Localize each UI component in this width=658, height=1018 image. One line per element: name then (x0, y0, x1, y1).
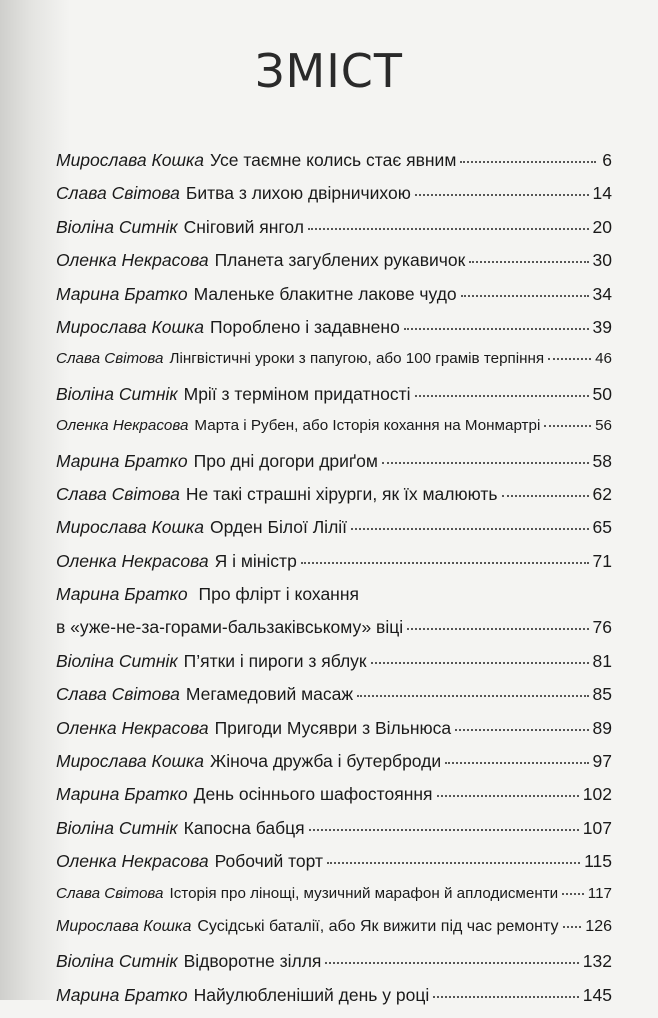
toc-entry (56, 284, 612, 317)
toc-title: Я і міністр (214, 550, 297, 571)
toc-author: Слава Світова (56, 483, 180, 504)
toc-title: Усе таємне колись стає явним (210, 150, 457, 170)
toc-page-number: 34 (592, 283, 612, 304)
toc-author: Віоліна Ситнік (56, 951, 178, 972)
toc-page-number: 62 (592, 483, 612, 504)
toc-title-continuation: в «уже-не-за-горами-бальзаківському» віці (56, 617, 404, 638)
toc-entry (56, 951, 612, 984)
toc-entry (56, 250, 612, 283)
page-title: ЗМІСТ (255, 44, 403, 98)
dot-leader (327, 862, 580, 864)
toc-title: Планета загублених рукавичок (214, 250, 466, 271)
toc-entry (56, 684, 612, 717)
toc-page-number: 97 (592, 751, 612, 772)
toc-entry (56, 784, 612, 817)
toc-author: Мирослава Кошка (56, 517, 205, 538)
toc-page-number: 117 (587, 884, 612, 902)
toc-title: Відворотне зілля (183, 951, 322, 972)
toc-page-number: 115 (584, 851, 612, 872)
toc-title: Робочий торт (214, 851, 324, 872)
toc-author: Віоліна Ситнік (56, 650, 178, 671)
toc-entry (56, 384, 612, 417)
dot-leader (469, 261, 588, 263)
toc-entry (56, 985, 612, 1018)
dot-leader (433, 996, 579, 998)
toc-entry (56, 484, 612, 517)
toc-author: Мирослава Кошка (56, 316, 205, 337)
dot-leader (301, 562, 589, 564)
toc-entry-line (56, 584, 612, 617)
toc-author: Віоліна Ситнік (56, 216, 178, 237)
toc-page-number: 102 (582, 784, 612, 805)
toc-title: Найулюбленіший день у році (193, 984, 430, 1005)
toc-entry (56, 417, 612, 450)
toc-page-number: 89 (592, 717, 612, 738)
dot-leader (461, 295, 589, 297)
toc-entry (56, 851, 612, 884)
dot-leader (308, 228, 589, 230)
toc-title: Сніговий янгол (183, 216, 304, 237)
toc-page-number: 65 (592, 517, 612, 538)
toc-page-number: 6 (602, 150, 612, 170)
toc-author: Марина Братко (56, 283, 188, 304)
dot-leader (562, 893, 584, 895)
toc-author: Слава Світова (56, 684, 180, 705)
toc-page-number: 81 (592, 650, 612, 671)
toc-page-number: 30 (592, 250, 612, 271)
toc-author: Слава Світова (56, 884, 164, 902)
toc-title: Не такі страшні хірурги, як їх малюють (185, 483, 498, 504)
toc-entry (56, 517, 612, 550)
toc-entry (56, 317, 612, 350)
toc-entry-line (56, 617, 612, 650)
toc-entry (56, 584, 612, 651)
toc-entry (56, 350, 612, 383)
dot-leader (460, 161, 596, 163)
dot-leader (309, 829, 579, 831)
toc-author: Оленка Некрасова (56, 550, 209, 571)
toc-title: Сусідські баталії, або Як вижити під час ремонту (197, 917, 559, 935)
toc-title: Про флірт і кохання (198, 584, 359, 605)
toc-author: Мирослава Кошка (56, 917, 192, 935)
toc-title: Пороблено і задавнено (210, 316, 400, 337)
toc-author: Марина Братко (56, 984, 188, 1005)
dot-leader (445, 762, 588, 764)
toc-title: Битва з лихою двірничихою (185, 183, 411, 204)
toc-author: Марина Братко (56, 450, 188, 471)
dot-leader (351, 528, 589, 530)
toc-title: П’ятки і пироги з яблук (183, 650, 367, 671)
toc-entry (56, 551, 612, 584)
toc-title: Історія про лінощі, музичний марафон й аплодисменти (169, 884, 559, 902)
dot-leader (357, 695, 588, 697)
toc-title: День осіннього шафостояння (193, 784, 433, 805)
dot-leader (325, 962, 578, 964)
toc-title: Про дні догори дриґом (193, 450, 378, 471)
toc-entry (56, 918, 612, 951)
toc-entry (56, 451, 612, 484)
toc-title: Мрії з терміном придатності (183, 383, 411, 404)
toc-author: Оленка Некрасова (56, 250, 209, 271)
toc-author: Слава Світова (56, 183, 180, 204)
toc-author: Мирослава Кошка (56, 751, 205, 772)
toc-author: Марина Братко (56, 584, 188, 605)
toc-page-number: 76 (592, 617, 612, 638)
toc-author: Віоліна Ситнік (56, 383, 178, 404)
dot-leader (407, 628, 588, 630)
toc-page-number: 20 (592, 216, 612, 237)
toc-page-number: 46 (595, 350, 612, 368)
toc-entry (56, 885, 612, 918)
dot-leader (415, 194, 589, 196)
toc-entry (56, 718, 612, 751)
toc-author: Мирослава Кошка (56, 150, 205, 170)
toc-title: Лінгвістичні уроки з папугою, або 100 грамів терпіння (169, 350, 545, 368)
toc-title: Жіноча дружба і бутерброди (210, 751, 442, 772)
toc-page-number: 71 (592, 550, 612, 571)
toc-title: Марта і Рубен, або Історія кохання на Монмартрі (194, 417, 541, 435)
dot-leader (548, 358, 591, 360)
dot-leader (563, 926, 582, 928)
toc-title: Маленьке блакитне лакове чудо (193, 283, 457, 304)
toc-title: Капосна бабця (183, 817, 305, 838)
toc-author: Слава Світова (56, 350, 164, 368)
dot-leader (544, 425, 591, 427)
toc-page-number: 126 (585, 917, 612, 935)
toc-page-number: 58 (592, 450, 612, 471)
toc-page-number: 145 (582, 984, 612, 1005)
table-of-contents (56, 150, 612, 1018)
dot-leader (415, 395, 589, 397)
toc-page-number: 14 (592, 183, 612, 204)
toc-entry (56, 751, 612, 784)
dot-leader (455, 729, 588, 731)
dot-leader (404, 328, 589, 330)
toc-page-number: 39 (592, 316, 612, 337)
toc-author: Марина Братко (56, 784, 188, 805)
toc-author: Оленка Некрасова (56, 417, 189, 435)
toc-title: Орден Білої Лілії (210, 517, 348, 538)
toc-author: Оленка Некрасова (56, 851, 209, 872)
toc-entry (56, 217, 612, 250)
toc-page-number: 85 (592, 684, 612, 705)
toc-page-number: 56 (595, 417, 612, 435)
toc-author: Віоліна Ситнік (56, 817, 178, 838)
toc-entry (56, 150, 612, 183)
dot-leader (502, 495, 589, 497)
dot-leader (382, 462, 589, 464)
toc-entry (56, 183, 612, 216)
toc-entry (56, 651, 612, 684)
toc-page-number: 107 (582, 817, 612, 838)
toc-title: Пригоди Мусяври з Вільнюса (214, 717, 452, 738)
toc-author: Оленка Некрасова (56, 717, 209, 738)
dot-leader (371, 662, 589, 664)
dot-leader (437, 795, 579, 797)
toc-page-number: 132 (582, 951, 612, 972)
toc-entry (56, 818, 612, 851)
toc-title: Мегамедовий масаж (185, 684, 354, 705)
toc-page-number: 50 (592, 383, 612, 404)
